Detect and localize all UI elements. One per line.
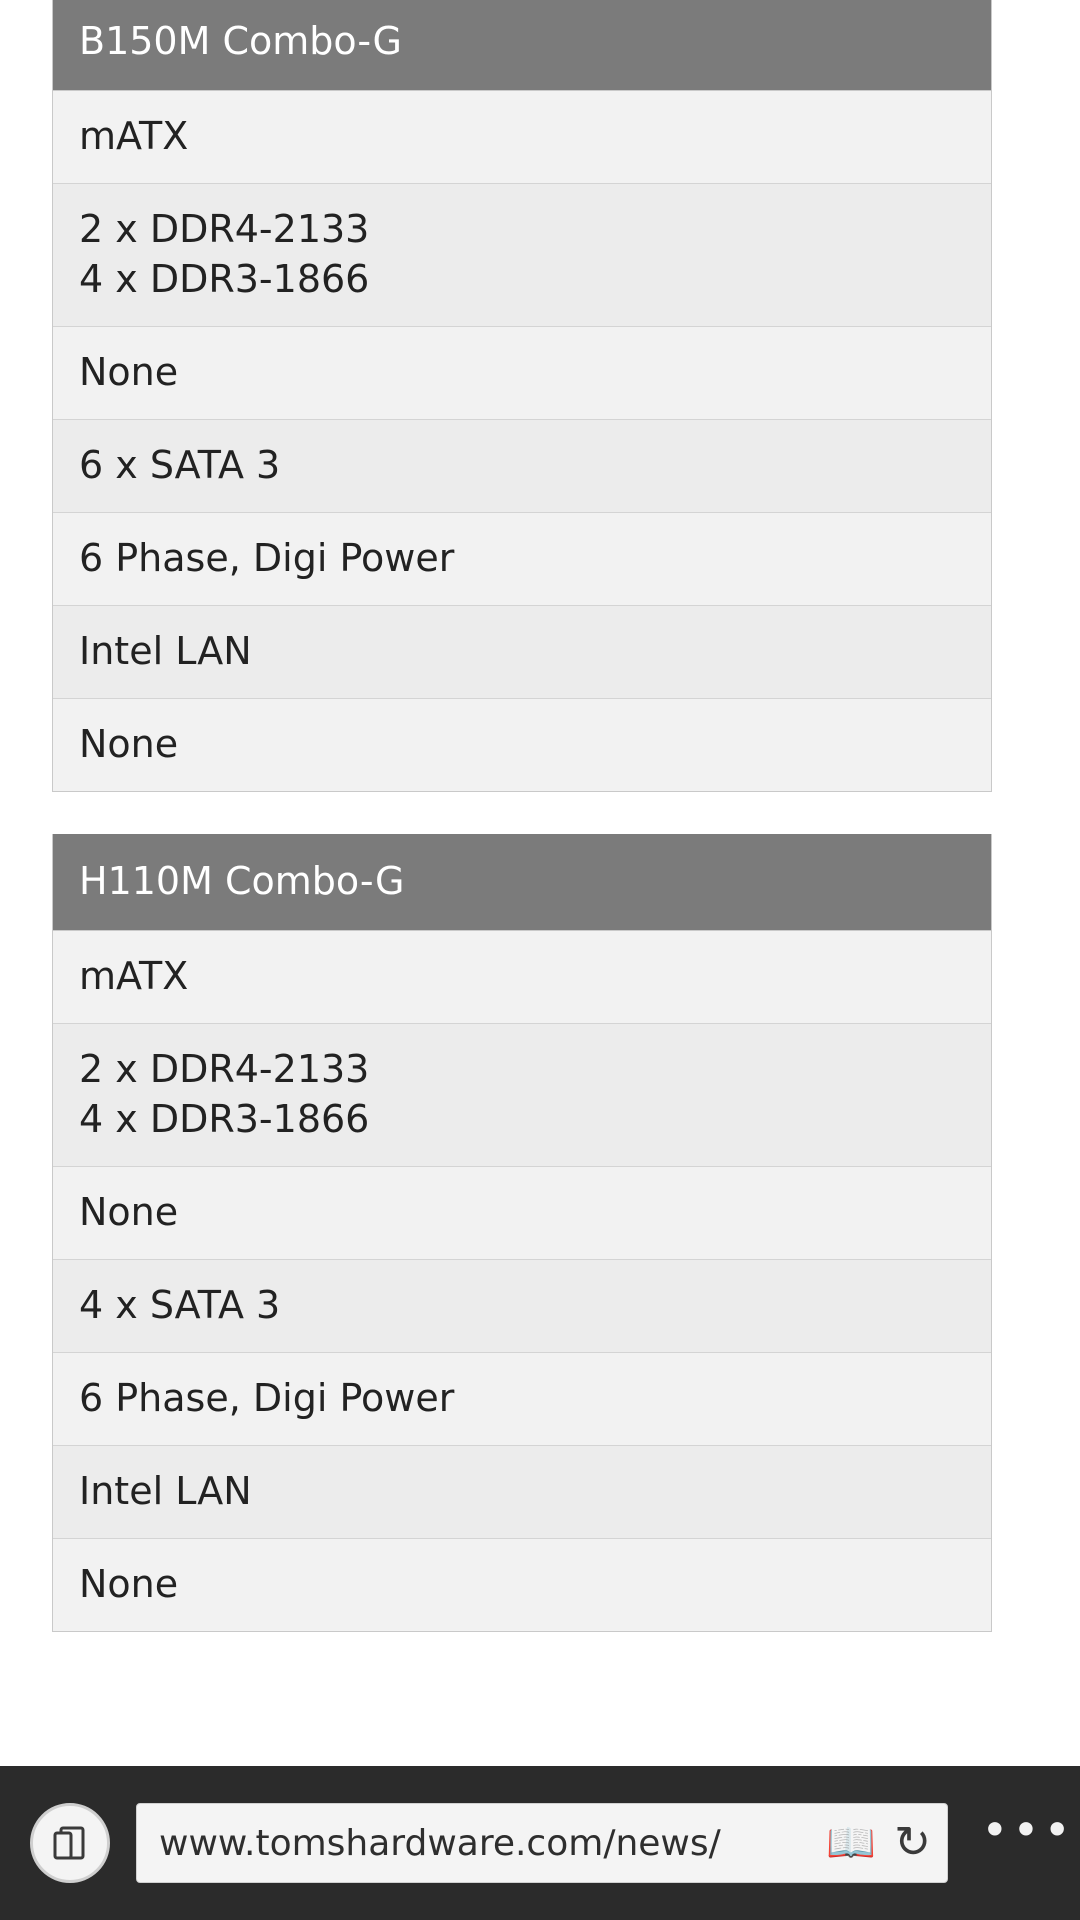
- tabs-icon[interactable]: [30, 1803, 110, 1883]
- row-value: None: [79, 722, 179, 766]
- row-value: None: [79, 1562, 179, 1606]
- row-value: None: [79, 1190, 179, 1234]
- spec-card-title: H110M Combo-G: [53, 834, 991, 931]
- table-row: [53, 1446, 991, 1539]
- row-value: 6 Phase, Digi Power: [79, 536, 455, 580]
- spec-card-b150m-combo-g: [52, 0, 992, 792]
- spec-card-h110m-combo-g: [52, 834, 992, 1632]
- row-value: 2 x DDR4-2133: [79, 1047, 370, 1091]
- table-row: [53, 931, 991, 1024]
- row-value: Intel LAN: [79, 1469, 252, 1513]
- table-row: [53, 513, 991, 606]
- table-row: [53, 184, 991, 327]
- reload-icon[interactable]: ↻: [894, 1817, 931, 1868]
- row-value: mATX: [79, 114, 189, 158]
- table-row: [53, 1024, 991, 1167]
- row-value: mATX: [79, 954, 189, 998]
- table-row: [53, 1539, 991, 1631]
- row-value: 2 x DDR4-2133: [79, 207, 370, 251]
- row-value: 6 x SATA 3: [79, 443, 281, 487]
- table-row: [53, 327, 991, 420]
- row-value: None: [79, 350, 179, 394]
- table-row: [53, 1353, 991, 1446]
- table-row: [53, 606, 991, 699]
- row-value-second: 4 x DDR3-1866: [79, 257, 370, 301]
- table-row: [53, 1260, 991, 1353]
- url-bar[interactable]: [136, 1803, 948, 1883]
- row-value-second: 4 x DDR3-1866: [79, 1097, 370, 1141]
- row-value: 4 x SATA 3: [79, 1283, 281, 1327]
- reader-mode-icon[interactable]: 📖: [826, 1820, 877, 1866]
- url-text[interactable]: www.tomshardware.com/news/: [159, 1822, 721, 1864]
- table-row: [53, 91, 991, 184]
- table-row: [53, 699, 991, 791]
- spec-card-title: B150M Combo-G: [53, 0, 991, 91]
- row-value: 6 Phase, Digi Power: [79, 1376, 455, 1420]
- browser-bottom-bar: [0, 1766, 1080, 1920]
- table-row: [53, 1167, 991, 1260]
- row-value: Intel LAN: [79, 629, 252, 673]
- overflow-menu-icon[interactable]: •••: [981, 1803, 1075, 1857]
- table-row: [53, 420, 991, 513]
